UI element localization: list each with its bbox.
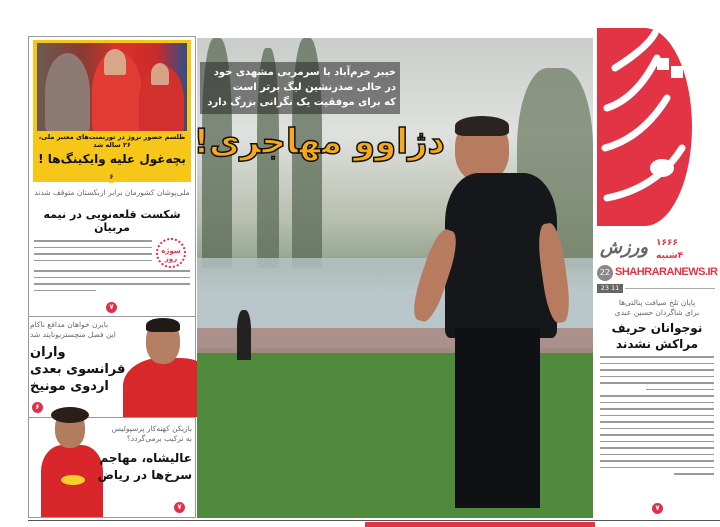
bottom-rule — [28, 520, 720, 521]
main-kicker-line: خیبر خرم‌آباد با سرمربی مشهدی خود — [213, 67, 396, 78]
featured-title[interactable]: بچه‌غول علیه وایکینگ‌ها ! — [38, 152, 186, 166]
article3-title[interactable]: عالیشاه، مهاجم سرخ‌ها در ریاض — [97, 451, 192, 482]
story-of-day-badge: سوژه روز — [156, 238, 186, 268]
weekday: ۴شنبه — [656, 251, 684, 261]
divider — [625, 288, 715, 289]
article1-title[interactable]: شکست قلعه‌نویی در نیمه مربیان — [43, 208, 181, 234]
page-number-badge: ۷ — [652, 503, 663, 514]
issue-number: ۱۶۶۶ — [656, 238, 678, 248]
main-kicker-line: در حالی صدرنشین لیگ برتر است — [232, 82, 396, 93]
right-article-body — [600, 356, 714, 480]
article2-kicker: بایرن خواهان مدافع ناکام این فصل منچستریونایتد شد — [30, 320, 116, 339]
main-headline[interactable]: دژاوو مهاجری! — [193, 122, 445, 162]
website-link[interactable]: SHAHRARANEWS.IR — [615, 266, 718, 278]
logo-calligraphy-icon — [597, 28, 692, 226]
article1-body-cont — [34, 270, 190, 296]
featured-kicker: طلسم حضور نروژ در تورنمنت‌های معتبر ملی، ۲۶ ساله شد — [38, 133, 186, 149]
day-badge: 22 — [597, 265, 613, 281]
article1-body — [34, 240, 152, 266]
article2-title[interactable]: واران فرانسوی بعدی اردوی مونیخ — [30, 345, 126, 394]
article3-kicker: بازیکن کهنه‌کار پرسپولیس به ترکیب برمی‌گردد؟ — [111, 424, 192, 443]
page-number-badge: ۶ — [32, 402, 43, 413]
right-article-title[interactable]: نوجوانان حریف مراکش نشدند — [611, 321, 703, 351]
article1-kicker: ملی‌پوشان کشورمان برابر ازبکستان متوقف شدند — [34, 188, 190, 197]
photo-credit — [199, 380, 209, 510]
bottom-ad-strip — [365, 522, 595, 527]
shahrara-logo — [597, 28, 692, 226]
page-number-badge: ۷ — [106, 302, 117, 313]
main-kicker-line: که برای موفقیت یک نگرانی بزرگ دارد — [207, 97, 396, 108]
page-number-badge: ۷ — [174, 502, 185, 513]
month-year: 23 11 — [597, 284, 623, 293]
varzesh-section-logo: ورزش — [599, 237, 649, 258]
right-article-kicker: پایان تلخ ضیافت پنالتی‌ها برای شاگردان حسین عبدی — [614, 298, 700, 317]
divider — [28, 316, 196, 317]
page-number-badge: ۶ — [106, 172, 117, 183]
